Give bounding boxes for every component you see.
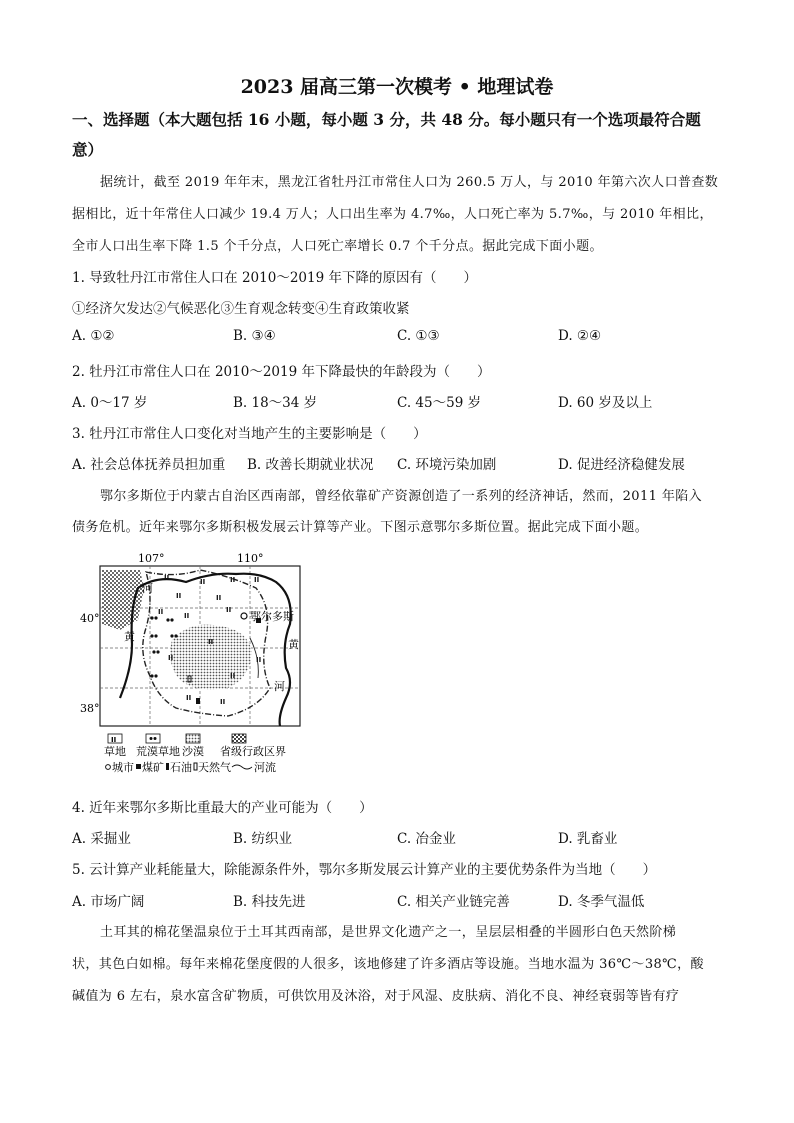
passage-1-line-3: 全市人口出生率下降 1.5 个千分点，人口死亡率增长 0.7 个千分点。据此完成下面小题。 xyxy=(72,239,603,254)
question-5-stem: 5. 云计算产业耗能量大，除能源条件外，鄂尔多斯发展云计算产业的主要优势条件为当地（ ） xyxy=(72,862,657,878)
legend-river: 河流 xyxy=(254,761,276,774)
question-5-option-a[interactable]: A. 市场广阔 xyxy=(72,894,145,910)
question-1-option-c[interactable]: C. ①③ xyxy=(397,328,440,344)
question-3-option-d[interactable]: D. 促进经济稳健发展 xyxy=(558,457,685,473)
longitude-label: 107° xyxy=(138,552,165,565)
passage-3-line-2: 状，其色白如棉。每年来棉花堡度假的人很多，该地修建了许多酒店等设施。当地水温为 36℃～38℃，酸 xyxy=(72,957,704,972)
question-2-option-a[interactable]: A. 0～17 岁 xyxy=(72,395,148,411)
svg-text:II: II xyxy=(184,612,190,620)
svg-text:II: II xyxy=(220,698,226,706)
svg-text:II: II xyxy=(200,578,206,586)
svg-text:II: II xyxy=(230,672,236,680)
svg-text:II: II xyxy=(111,736,117,744)
question-2-option-d[interactable]: D. 60 岁及以上 xyxy=(558,395,653,411)
longitude-label: 110° xyxy=(237,552,264,565)
legend-desert-grassland: 荒漠草地 xyxy=(136,745,180,758)
question-4-option-c[interactable]: C. 冶金业 xyxy=(397,831,456,847)
river-label: 黄 xyxy=(124,630,135,643)
passage-3-line-1: 土耳其的棉花堡温泉位于土耳其西南部，是世界文化遗产之一，呈层层相叠的半圆形白色天然阶梯 xyxy=(100,925,677,940)
legend-boundary: 省级行政区界 xyxy=(220,745,286,758)
section-heading-line2: 意） xyxy=(72,140,104,159)
latitude-label: 40° xyxy=(80,612,100,625)
question-5-option-b[interactable]: B. 科技先进 xyxy=(233,894,306,910)
question-5-option-c[interactable]: C. 相关产业链完善 xyxy=(397,894,510,910)
question-4-option-b[interactable]: B. 纺织业 xyxy=(233,831,293,847)
question-3-option-c[interactable]: C. 环境污染加剧 xyxy=(397,457,497,473)
legend-city: 城市 xyxy=(112,761,134,774)
latitude-label: 38° xyxy=(80,702,100,715)
passage-2-line-1: 鄂尔多斯位于内蒙古自治区西南部，曾经依靠矿产资源创造了一系列的经济神话，然而，2011 年陷入 xyxy=(100,489,703,504)
question-1-stem: 1. 导致牡丹江市常住人口在 2010～2019 年下降的原因有（ ） xyxy=(72,270,477,286)
svg-text:II: II xyxy=(168,654,174,662)
svg-text:II: II xyxy=(230,576,236,584)
question-2-stem: 2. 牡丹江市常住人口在 2010～2019 年下降最快的年龄段为（ ） xyxy=(72,364,491,380)
river-label: 河 xyxy=(142,582,153,595)
question-4-stem: 4. 近年来鄂尔多斯比重最大的产业可能为（ ） xyxy=(72,800,373,816)
svg-text:II: II xyxy=(158,608,164,616)
svg-text:II: II xyxy=(164,574,170,582)
legend-grassland: 草地 xyxy=(104,745,126,758)
question-5-option-d[interactable]: D. 冬季气温低 xyxy=(558,894,645,910)
question-1-option-d[interactable]: D. ②④ xyxy=(558,328,602,344)
svg-text:II: II xyxy=(226,606,232,614)
question-3-option-b[interactable]: B. 改善长期就业状况 xyxy=(247,457,374,473)
ordos-location-map xyxy=(80,548,320,778)
question-3-option-a[interactable]: A. 社会总体抚养员担加重 xyxy=(72,457,226,473)
passage-1-line-1: 据统计，截至 2019 年年末，黑龙江省牡丹江市常住人口为 260.5 万人，与 2010 年第六次人口普查数 xyxy=(100,175,719,190)
question-3-stem: 3. 牡丹江市常住人口变化对当地产生的主要影响是（ ） xyxy=(72,426,427,442)
svg-text:II: II xyxy=(208,638,214,646)
question-4-option-a[interactable]: A. 采掘业 xyxy=(72,831,131,847)
question-1-option-a[interactable]: A. ①② xyxy=(72,328,115,344)
passage-1-line-2: 据相比，近十年常住人口减少 19.4 万人；人口出生率为 4.7‰，人口死亡率为 5.7‰，与 2010 年相比， xyxy=(72,207,713,222)
map-legend xyxy=(104,734,286,774)
passage-3-line-3: 碱值为 6 左右，泉水富含矿物质，可供饮用及沐浴，对于风湿、皮肤病、消化不良、神经衰弱等皆有疗 xyxy=(72,989,680,1004)
question-1-statements: ①经济欠发达②气候恶化③生育观念转变④生育政策收紧 xyxy=(72,301,410,317)
city-icon xyxy=(241,613,247,619)
question-4-option-d[interactable]: D. 乳畜业 xyxy=(558,831,618,847)
question-2-option-b[interactable]: B. 18～34 岁 xyxy=(233,395,318,411)
legend-coal: 煤矿 xyxy=(142,761,164,774)
city-label: 鄂尔多斯 xyxy=(250,610,294,623)
svg-text:II: II xyxy=(256,656,262,664)
legend-gas: 天然气 xyxy=(198,761,231,774)
svg-text:II: II xyxy=(176,592,182,600)
section-heading-line1: 一、选择题（本大题包括 16 小题，每小题 3 分，共 48 分。每小题只有一个选项最符合题 xyxy=(72,110,701,129)
svg-text:II: II xyxy=(254,576,260,584)
coal-mine-icon xyxy=(196,698,200,704)
question-2-option-c[interactable]: C. 45～59 岁 xyxy=(397,395,482,411)
legend-oil: 石油 xyxy=(170,761,192,774)
sandy-area xyxy=(170,625,252,690)
svg-text:II: II xyxy=(216,594,222,602)
question-1-option-b[interactable]: B. ③④ xyxy=(233,328,276,344)
legend-desert: 沙漠 xyxy=(182,745,204,758)
passage-2-line-2: 债务危机。近年来鄂尔多斯积极发展云计算等产业。下图示意鄂尔多斯位置。据此完成下面小题。 xyxy=(72,520,649,535)
river-label: 黄 xyxy=(288,638,299,651)
exam-title: 2023 届高三第一次模考 • 地理试卷 xyxy=(240,76,554,98)
river-label: 河 xyxy=(274,680,285,693)
svg-text:II: II xyxy=(186,694,192,702)
